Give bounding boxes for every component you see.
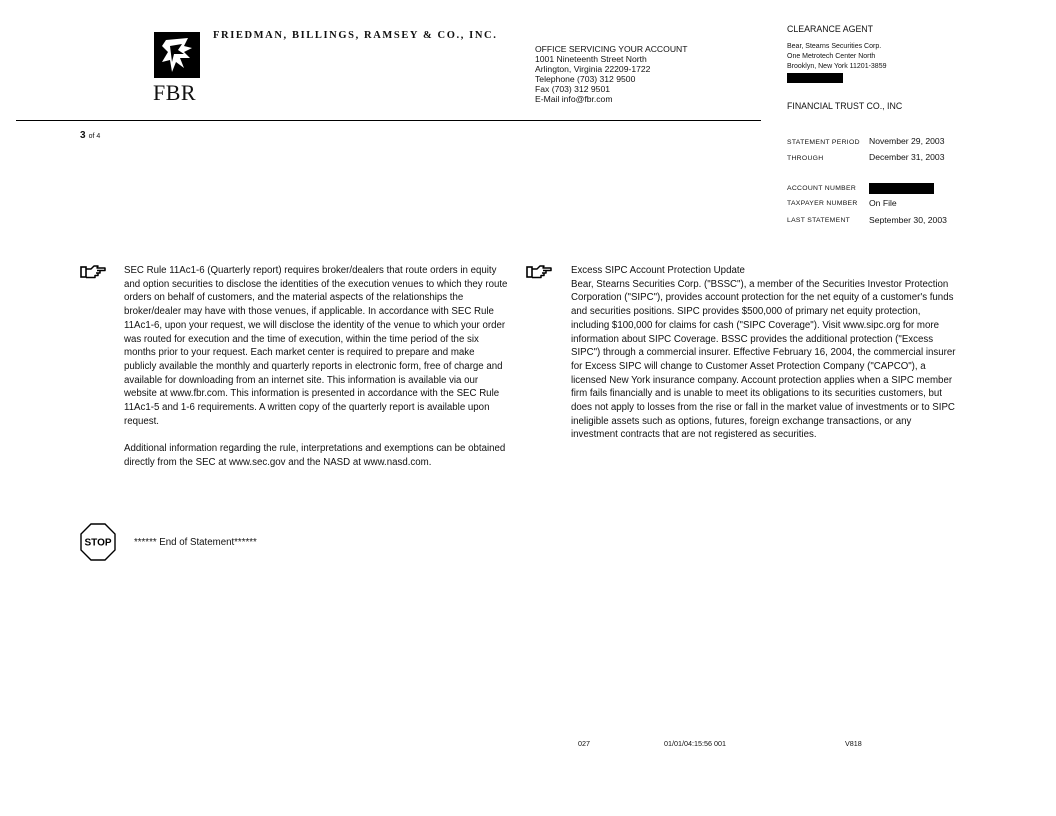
pointing-hand-icon bbox=[526, 264, 552, 280]
clearance-agent-title: CLEARANCE AGENT bbox=[787, 24, 874, 34]
trust-name: FINANCIAL TRUST CO., INC bbox=[787, 101, 903, 111]
pointing-hand-icon bbox=[80, 264, 106, 280]
sipc-body: Bear, Stearns Securities Corp. ("BSSC"), a member of the Securities Investor Protection Corporation ("SIPC"), provides account protection for the net equity of a customer's funds and securities positions. SIPC provides $500,000 of primary net equity protection, including $100,000 for claims for cash ("SIPC Coverage"). Visit www.sipc.org for more information about SIPC Coverage. BSSC provides the additional protection ("Excess SIPC") through a commercial insurer. Effective February 16, 2004, the commercial insurer for Excess SIPC will change to Customer Asset Protection Company ("CAPCO"), a licensed New York insurance company. Account protection applies when a SIPC member firm fails financially and is unable to meet its obligations to its securities customers, but does not apply to losses from the rise or fall in the market value of investments or to SIPC ineligible assets such as options, futures, foreign exchange transactions, or any investment contracts that are not registered as securities. bbox=[571, 278, 956, 441]
statement-period-value: November 29, 2003 bbox=[869, 136, 945, 146]
account-number-label: ACCOUNT NUMBER bbox=[787, 185, 857, 192]
fbr-eagle-logo bbox=[154, 32, 200, 78]
office-servicing-block bbox=[535, 44, 687, 104]
footer-timestamp: 01/01/04:15:56 001 bbox=[664, 739, 726, 748]
office-line: 1001 Nineteenth Street North bbox=[535, 54, 647, 64]
clearance-agent-address bbox=[787, 42, 887, 73]
page-of-label: of 4 bbox=[88, 133, 101, 140]
page-current: 3 bbox=[80, 130, 86, 141]
redacted-block bbox=[787, 73, 843, 83]
stop-sign-icon bbox=[80, 523, 116, 561]
office-line: E-Mail info@fbr.com bbox=[535, 94, 613, 104]
office-line: Arlington, Virginia 22209-1722 bbox=[535, 64, 651, 74]
clearance-line: Brooklyn, New York 11201-3859 bbox=[787, 63, 887, 71]
taxpayer-number-label: TAXPAYER NUMBER bbox=[787, 200, 858, 207]
footer-code: 027 bbox=[578, 739, 590, 748]
sipc-notice bbox=[571, 264, 956, 442]
through-value: December 31, 2003 bbox=[869, 152, 945, 162]
office-title: OFFICE SERVICING YOUR ACCOUNT bbox=[535, 44, 688, 54]
stop-label: STOP bbox=[84, 537, 112, 549]
sec-rule-notice bbox=[124, 264, 509, 470]
last-statement-value: September 30, 2003 bbox=[869, 215, 947, 225]
firm-name: FRIEDMAN, BILLINGS, RAMSEY & CO., INC. bbox=[213, 30, 498, 41]
page-number bbox=[80, 130, 100, 141]
header-divider bbox=[16, 120, 761, 121]
end-of-statement: ****** End of Statement****** bbox=[134, 537, 257, 548]
statement-period-label: STATEMENT PERIOD bbox=[787, 139, 860, 146]
sec-rule-paragraph: SEC Rule 11Ac1-6 (Quarterly report) requires broker/dealers that route orders in equity and option securities to disclose the identities of the execution venues to which they route orders on behalf of customers, and the material aspects of the relationships the broker/dealer may have with those venues, if applicable. In accordance with SEC Rule 11Ac1-6, upon your request, we will disclose the identity of the venue to which your order was routed for execution and the time of execution, within the time period of the six months prior to your request. Each market center is required to prepare and make publicly available the monthly and quarterly reports in electronic form, free of charge and available for downloading from an internet site. This information is available via our website at www.fbr.com. This information is presented in accordance with the SEC Rule 11Ac1-5 and 1-6 requirements. A written copy of the quarterly report is available upon request. bbox=[124, 265, 508, 427]
logo-text: FBR bbox=[153, 80, 197, 105]
through-label: THROUGH bbox=[787, 155, 824, 162]
taxpayer-number-value: On File bbox=[869, 198, 897, 208]
office-line: Fax (703) 312 9501 bbox=[535, 84, 611, 94]
sipc-title: Excess SIPC Account Protection Update bbox=[571, 265, 745, 276]
clearance-line: Bear, Stearns Securities Corp. bbox=[787, 43, 882, 50]
clearance-line: One Metrotech Center North bbox=[787, 53, 876, 61]
office-line: Telephone (703) 312 9500 bbox=[535, 74, 636, 84]
additional-info-paragraph: Additional information regarding the rule, interpretations and exemptions can be obtained directly from the SEC at www.sec.gov and the NASD at www.nasd.com. bbox=[124, 443, 506, 468]
account-number-redacted bbox=[869, 183, 934, 194]
footer-version: V818 bbox=[845, 739, 862, 748]
last-statement-label: LAST STATEMENT bbox=[787, 217, 851, 224]
